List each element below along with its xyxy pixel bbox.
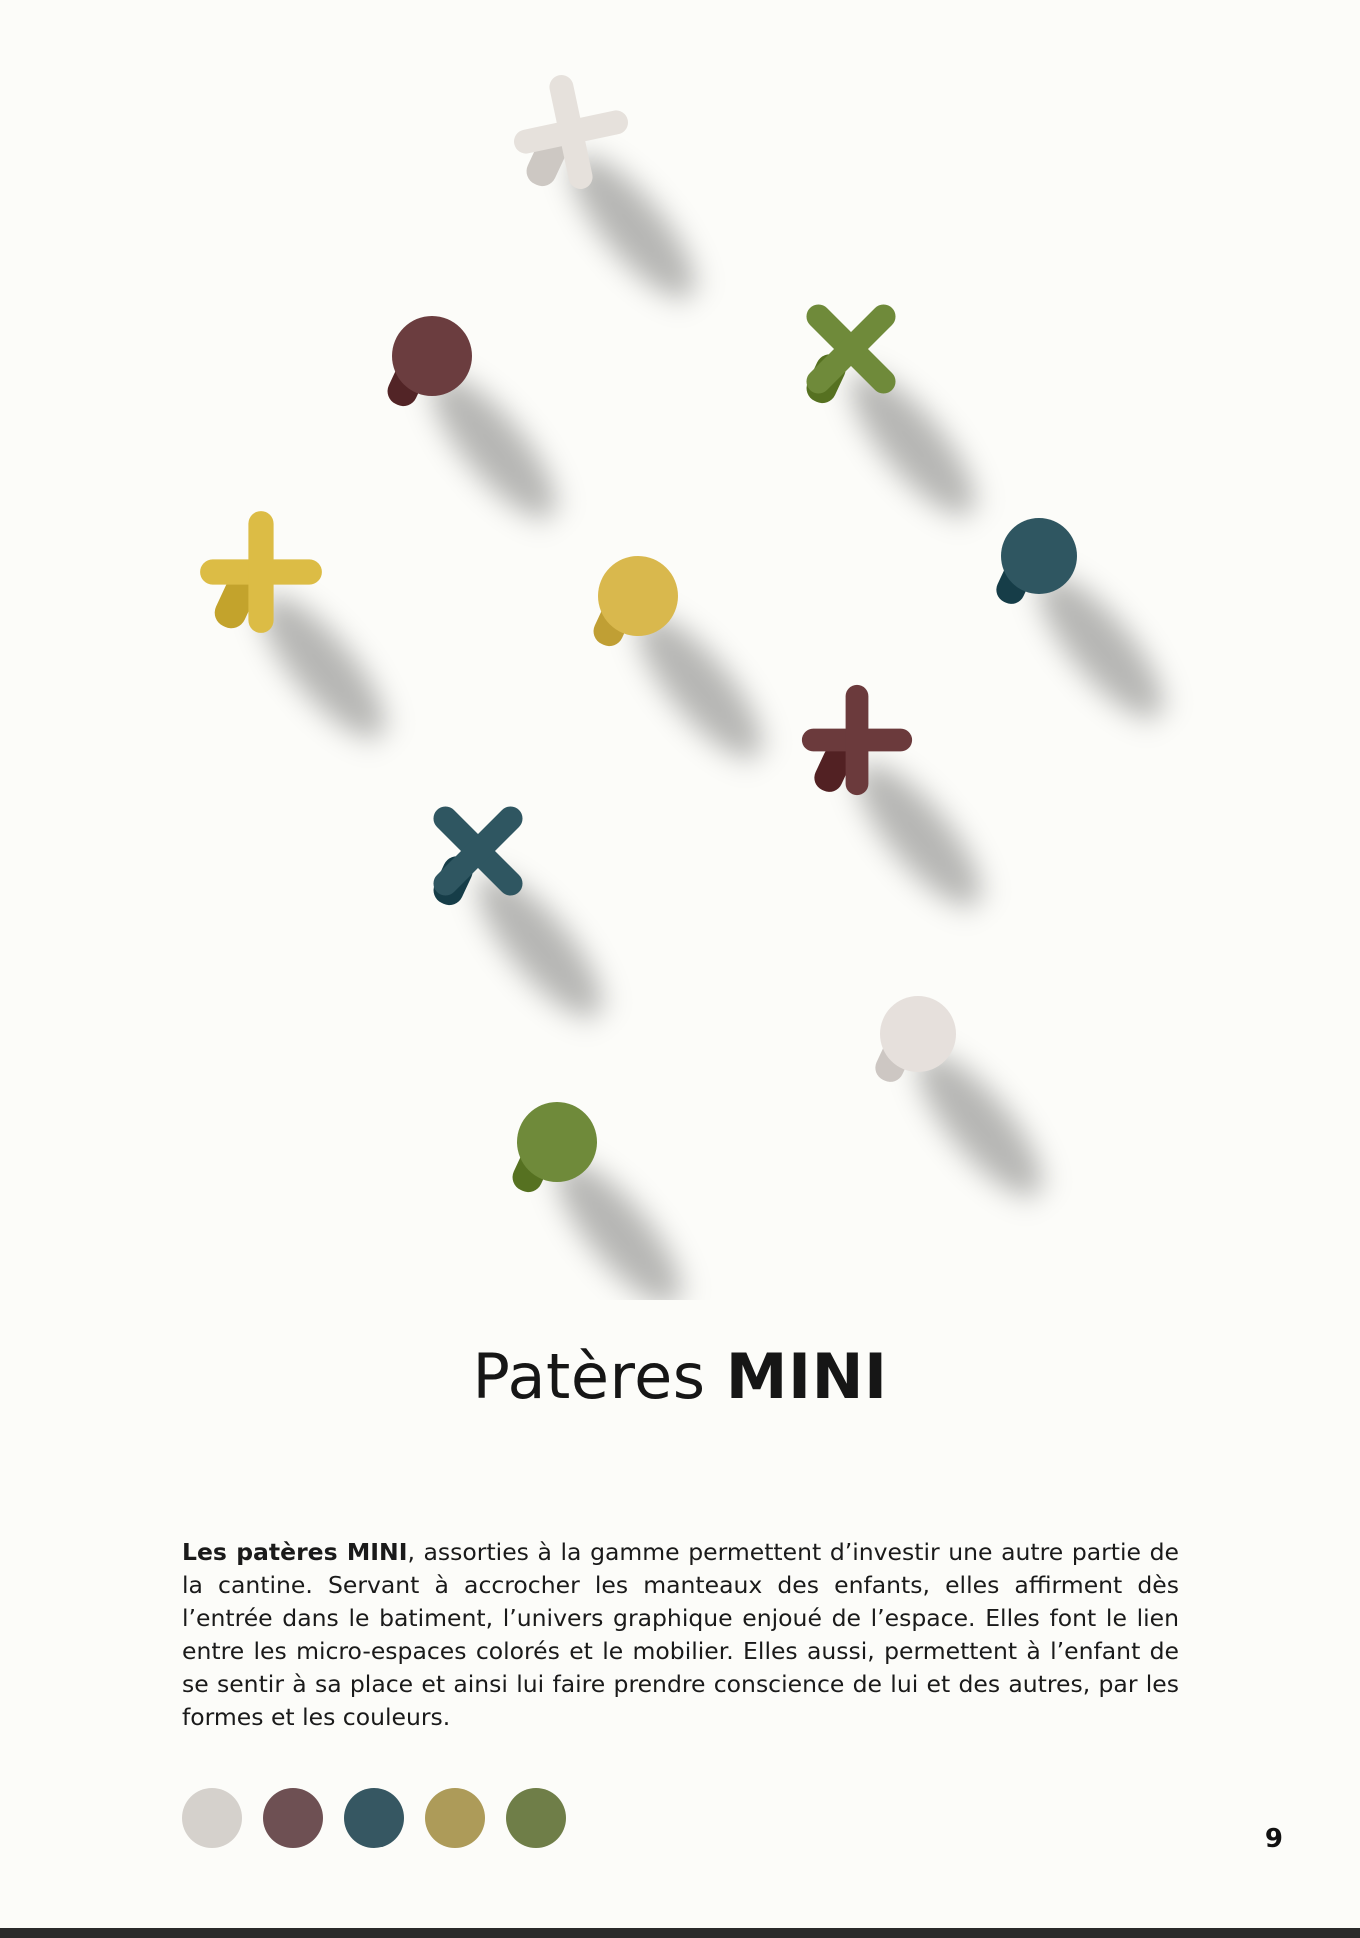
description-body: , assorties à la gamme permettent d’investir une autre partie de la cantine. Servant à accrocher les manteaux des enfants, elles affirment dès l’entrée dans le batiment, l’univers graphique enjoué de l’espace. Elles font le lien entre les micro-espaces colorés et le mobilier. Elles aussi, permettent à l’enfant de se sentir à sa place et ainsi lui faire prendre conscience de lui et des autres, par les formes et les couleurs.	[182, 1537, 1179, 1731]
swatch-plum	[263, 1788, 323, 1848]
swatch-white	[182, 1788, 242, 1848]
hook-round-9	[871, 996, 1061, 1213]
page-number: 9	[1264, 1824, 1283, 1854]
hook-plus-1	[502, 63, 714, 315]
hook-cross-3	[769, 267, 994, 532]
hook-round-2	[383, 316, 575, 535]
description-lead: Les patères MINI	[182, 1537, 408, 1566]
color-swatches	[182, 1788, 566, 1848]
hook-round-5	[589, 556, 781, 775]
title-light: Patères	[472, 1340, 706, 1413]
hook-plus-7	[802, 685, 1000, 923]
hook-plus-4	[200, 511, 404, 755]
swatch-gold	[425, 1788, 485, 1848]
swatch-olive	[506, 1788, 566, 1848]
hook-cross-8	[396, 769, 621, 1034]
swatch-teal	[344, 1788, 404, 1848]
product-description	[182, 1536, 1179, 1734]
page-title	[0, 1340, 1360, 1413]
title-bold: MINI	[725, 1340, 888, 1413]
bottom-bar	[0, 1928, 1360, 1938]
hook-round-10	[508, 1102, 700, 1300]
hook-round-6	[992, 518, 1182, 735]
